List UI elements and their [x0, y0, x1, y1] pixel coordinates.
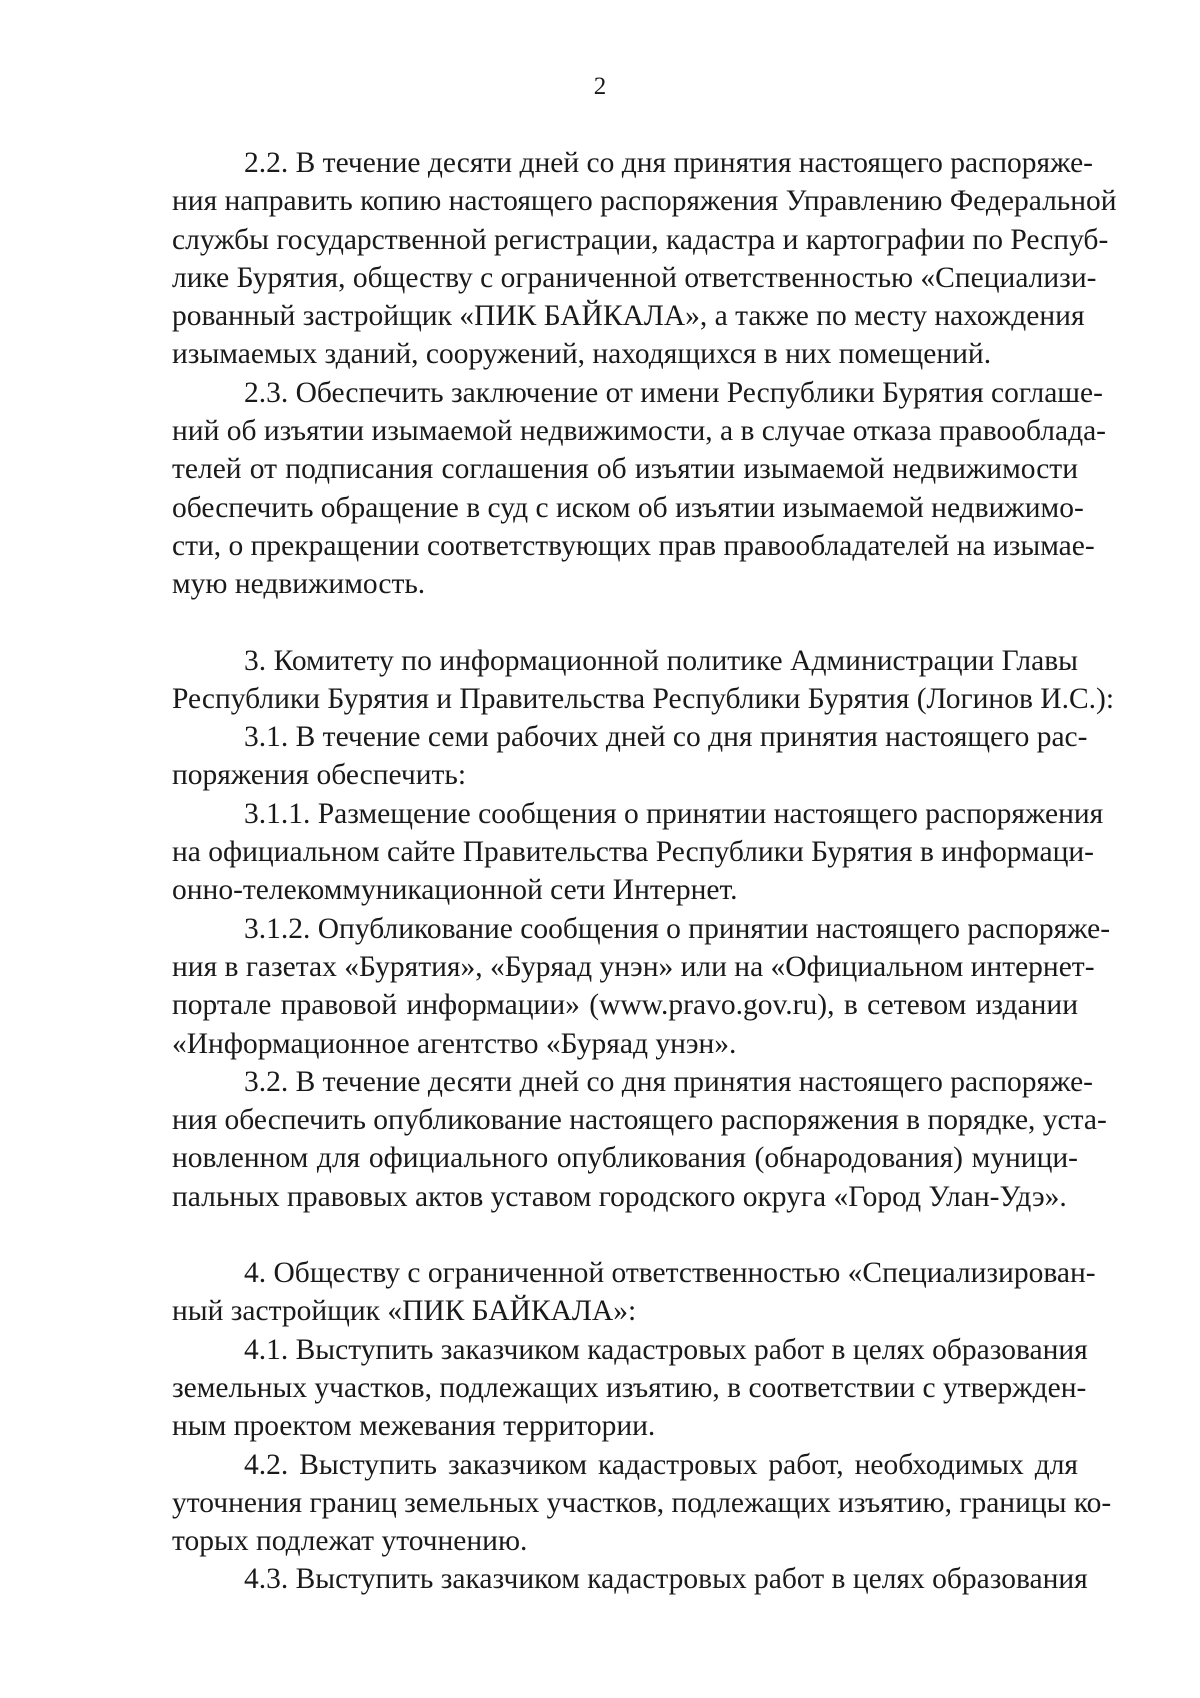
- text-line: поряжения обеспечить:: [172, 759, 467, 792]
- text-line: ный застройщик «ПИК БАЙКАЛА»:: [172, 1295, 637, 1328]
- text-line: 4. Обществу с ограниченной ответственностью «Специализирован-: [244, 1257, 1096, 1290]
- document-body: [172, 144, 1117, 1599]
- text-line: портале правовой информации» (www.pravo.gov.ru), в сетевом издании: [172, 989, 1078, 1022]
- text-line: онно-телекоммуникационной сети Интернет.: [172, 874, 738, 907]
- text-line: рованный застройщик «ПИК БАЙКАЛА», а также по месту нахождения: [172, 300, 1085, 333]
- text-line: 2.2. В течение десяти дней со дня принятия настоящего распоряже-: [244, 147, 1094, 179]
- text-line: ния в газетах «Бурятия», «Буряад унэн» или на «Официальном интернет-: [172, 950, 1095, 983]
- text-line: уточнения границ земельных участков, подлежащих изъятию, границы ко-: [172, 1486, 1112, 1519]
- paragraph-gap: [172, 604, 1078, 642]
- text-line: 3.1.1. Размещение сообщения о принятии настоящего распоряжения: [244, 797, 1104, 830]
- page-number: 2: [593, 73, 607, 100]
- text-line: 4.3. Выступить заказчиком кадастровых работ в целях образования: [244, 1563, 1088, 1596]
- text-line: 3.2. В течение десяти дней со дня принятия настоящего распоряже-: [244, 1065, 1094, 1098]
- text-line: службы государственной регистрации, кадастра и картографии по Респуб-: [172, 223, 1109, 256]
- text-line: изымаемых зданий, сооружений, находящихся в них помещений.: [172, 338, 992, 371]
- paragraph-4: [172, 1254, 1096, 1331]
- text-line: «Информационное агентство «Буряад унэн».: [172, 1027, 737, 1060]
- paragraph-2-3: [172, 374, 1106, 604]
- text-line: торых подлежат уточнению.: [172, 1525, 528, 1558]
- paragraph-2-2: [172, 144, 1117, 374]
- text-line: телей от подписания соглашения об изъятии изымаемой недвижимости: [172, 453, 1078, 486]
- text-line: мую недвижимость.: [172, 568, 426, 601]
- paragraph-3-1: [172, 718, 1088, 795]
- text-line: 3.1.2. Опубликование сообщения о принятии настоящего распоряже-: [244, 912, 1111, 945]
- text-line: 3. Комитету по информационной политике Администрации Главы: [244, 644, 1078, 677]
- text-line: ния направить копию настоящего распоряжения Управлению Федеральной: [172, 185, 1117, 218]
- text-line: земельных участков, подлежащих изъятию, в соответствии с утвержден-: [172, 1371, 1087, 1404]
- paragraph-4-1: [172, 1331, 1088, 1446]
- text-line: на официальном сайте Правительства Республики Бурятия в информаци-: [172, 836, 1095, 869]
- text-line: ний об изъятии изымаемой недвижимости, а в случае отказа правооблада-: [172, 415, 1106, 448]
- paragraph-3-1-1: [172, 795, 1104, 910]
- text-line: новленном для официального опубликования (обнародования) муници-: [172, 1142, 1078, 1175]
- text-line: 4.1. Выступить заказчиком кадастровых работ в целях образования: [244, 1333, 1088, 1366]
- paragraph-3: [172, 642, 1115, 719]
- paragraph-3-2: [172, 1063, 1107, 1216]
- text-line: ным проектом межевания территории.: [172, 1410, 656, 1443]
- text-line: Республики Бурятия и Правительства Республики Бурятия (Логинов И.С.):: [172, 682, 1115, 715]
- text-line: пальных правовых актов уставом городского округа «Город Улан-Удэ».: [172, 1180, 1067, 1213]
- text-line: обеспечить обращение в суд с иском об изъятии изымаемой недвижимо-: [172, 491, 1084, 524]
- text-line: 4.2. Выступить заказчиком кадастровых работ, необходимых для: [244, 1448, 1078, 1481]
- paragraph-4-2: [172, 1446, 1112, 1561]
- paragraph-3-1-2: [172, 910, 1111, 1063]
- text-line: ния обеспечить опубликование настоящего распоряжения в порядке, уста-: [172, 1104, 1107, 1137]
- paragraph-4-3: [172, 1560, 1088, 1598]
- text-line: сти, о прекращении соответствующих прав правообладателей на изымае-: [172, 529, 1095, 562]
- text-line: 2.3. Обеспечить заключение от имени Республики Бурятия соглаше-: [244, 376, 1103, 409]
- text-line: лике Бурятия, обществу с ограниченной ответственностью «Специализи-: [172, 261, 1097, 294]
- text-line: 3.1. В течение семи рабочих дней со дня принятия настоящего рас-: [244, 721, 1088, 754]
- paragraph-gap: [172, 1216, 1078, 1254]
